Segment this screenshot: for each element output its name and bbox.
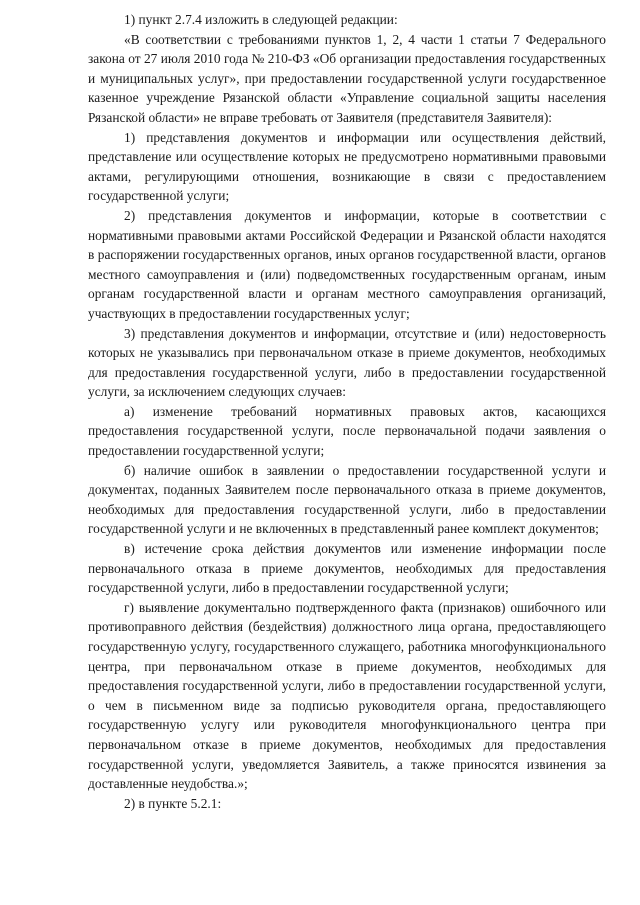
requirement-3-paragraph: 3) представления документов и информации, отсутствие и (или) недостоверность которых не указывались при первоначальном отказе в приеме документов, необходимых для предоставления государственной услуги, либо в предоставлении государственной услуги, за исключением следующих случаев: (88, 325, 606, 400)
document-page (88, 10, 606, 813)
exception-v-paragraph: в) истечение срока действия документов или изменение информации после первоначального отказа в приеме документов, необходимых для предоставления государственной услуги, либо в предоставлении государственной услуги; (88, 541, 606, 596)
item-2-heading: 2) в пункте 5.2.1: (124, 795, 222, 811)
quoted-intro-paragraph: «В соответствии с требованиями пунктов 1, 2, 4 части 1 статьи 7 Федерального закона от 27 июля 2010 года № 210-ФЗ «Об организации предоставления государственных и муниципальных услуг», при предоставлении государственной услуги государственное казенное учреждение Рязанской области «Управление социальной защиты населения Рязанской области» не вправе требовать от Заявителя (представителя Заявителя): (88, 31, 606, 125)
exception-b-paragraph: б) наличие ошибок в заявлении о предоставлении государственной услуги и документах, поданных Заявителем после первоначального отказа в приеме документов, необходимых для предоставления государственной услуги, либо в предоставлении государственной услуги и не включенных в представленный ранее комплект документов; (88, 462, 606, 537)
requirement-1-paragraph: 1) представления документов и информации или осуществления действий, представление или осуществление которых не предусмотрено нормативными правовыми актами, регулирующими отношения, возникающие в связи с предоставлением государственной услуги; (88, 129, 606, 204)
exception-a-paragraph: а) изменение требований нормативных правовых актов, касающихся предоставления государственной услуги, после первоначальной подачи заявления о предоставлении государственной услуги; (88, 403, 606, 459)
exception-g-paragraph: г) выявление документально подтвержденного факта (признаков) ошибочного или противоправного действия (бездействия) должностного лица органа, предоставляющего государственную услугу, государственного служащего, работника многофункционального центра, при первоначальном отказе в приеме документов, необходимых для предоставления государственной услуги, либо в предоставлении государственной услуги, о чем в письменном виде за подписью руководителя органа, предоставляющего государственную услугу или руководителя многофункционального центра при первоначальном отказе в приеме документов, необходимых для предоставления государственной услуги, уведомляется Заявитель, а также приносятся извинения за доставленные неудобства.»; (88, 599, 606, 792)
requirement-2-paragraph: 2) представления документов и информации, которые в соответствии с нормативными правовыми актами Российской Федерации и Рязанской области находятся в распоряжении государственных органов, иных органов государственной власти, органов местного самоуправления и (или) подведомственных государственным органам, иным органам государственной власти и органам местного самоуправления организаций, участвующих в предоставлении государственных услуг; (88, 207, 606, 321)
item-1-heading: 1) пункт 2.7.4 изложить в следующей редакции: (124, 12, 398, 27)
